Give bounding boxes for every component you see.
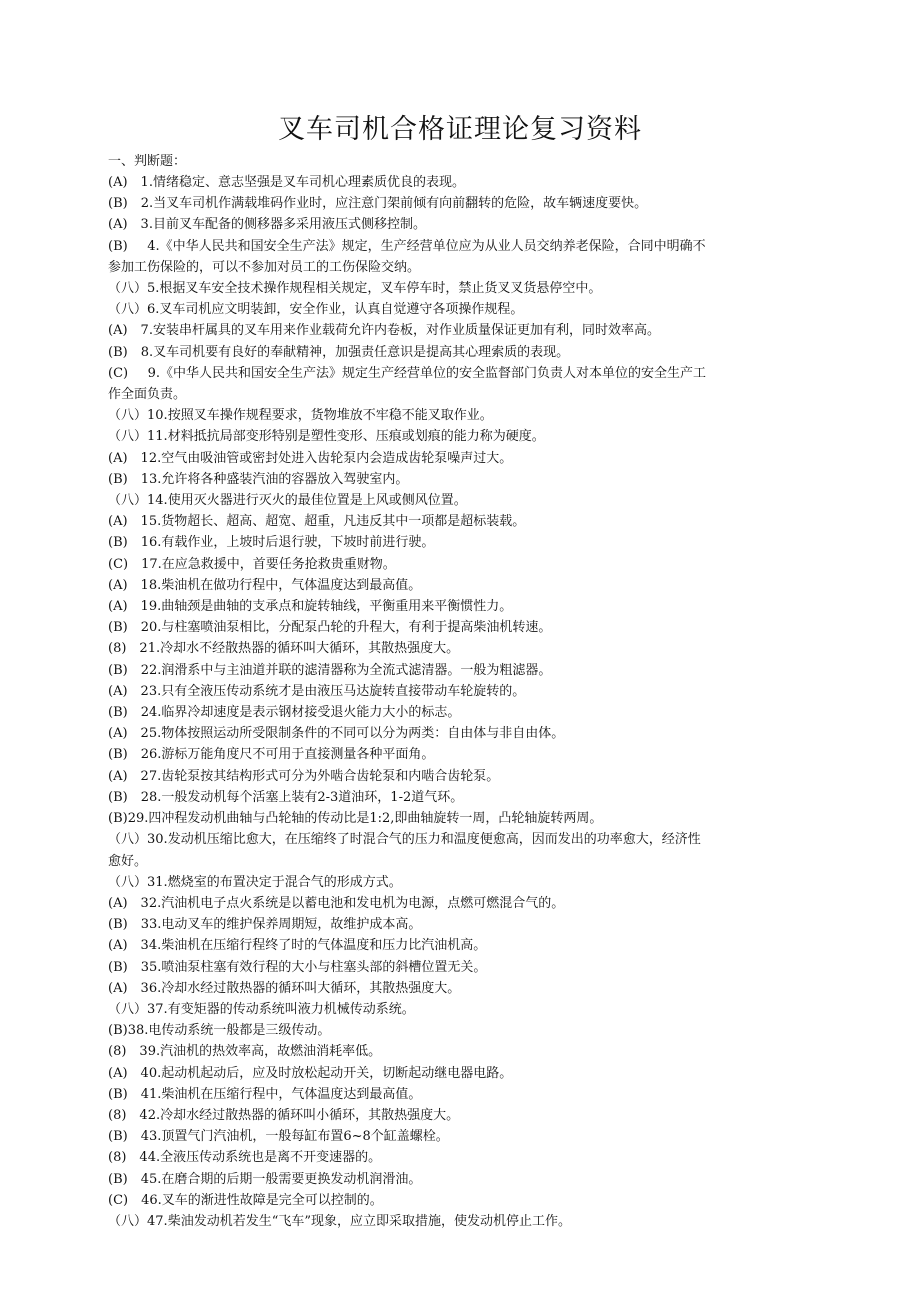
answer-mark: (A) xyxy=(108,726,128,742)
mark-gap xyxy=(128,345,141,360)
mark-gap xyxy=(128,769,141,784)
question-text: 5.根据叉车安全技术操作规程相关规定，叉车停车时，禁止货叉叉货悬停空中。 xyxy=(147,281,602,297)
mark-gap xyxy=(128,1172,141,1187)
question-line xyxy=(108,851,820,872)
answer-mark: (A) xyxy=(108,768,128,784)
answer-mark: (A) xyxy=(108,577,128,593)
answer-mark: (B) xyxy=(108,1086,128,1102)
question-text: 参加工伤保险的，可以不参加对员工的工伤保险交纳。 xyxy=(108,259,421,275)
question-item xyxy=(108,935,820,956)
mark-gap xyxy=(128,896,141,911)
question-item xyxy=(108,681,820,702)
question-line xyxy=(108,214,820,235)
question-line xyxy=(108,172,820,193)
answer-mark: （八） xyxy=(108,832,148,848)
question-line xyxy=(108,575,820,596)
answer-mark: (B) xyxy=(108,747,128,763)
question-text: 46.叉车的渐进性故障是完全可以控制的。 xyxy=(141,1192,383,1208)
answer-mark: （八） xyxy=(108,1213,148,1229)
question-line xyxy=(108,1169,820,1190)
question-line xyxy=(108,808,820,829)
question-text: 22.润滑系中与主油道并联的滤清器称为全流式滤清器。一般为粗滤器。 xyxy=(140,662,552,678)
question-text: 13.允许将各种盛装汽油的容器放入驾驶室内。 xyxy=(140,471,409,487)
question-line xyxy=(108,1126,820,1147)
mark-gap xyxy=(128,747,141,762)
question-line xyxy=(108,405,820,426)
question-line xyxy=(108,681,820,702)
question-item xyxy=(108,1020,820,1041)
question-text: 30.发动机压缩比愈大，在压缩终了时混合气的压力和温度便愈高，因而发出的功率愈大，经济性 xyxy=(147,832,701,848)
question-item xyxy=(108,723,820,744)
question-item xyxy=(108,448,820,469)
answer-mark: (A) xyxy=(108,514,128,530)
mark-gap xyxy=(128,557,141,572)
question-text: 28.一般发动机每个活塞上装有2-3道油环，1-2道气环。 xyxy=(140,789,464,805)
answer-mark: (A) xyxy=(108,938,128,954)
question-line xyxy=(108,787,820,808)
question-line xyxy=(108,384,820,405)
mark-gap xyxy=(128,599,141,614)
answer-mark: (C) xyxy=(108,1192,129,1208)
answer-mark: (C) xyxy=(108,365,129,381)
question-line xyxy=(108,193,820,214)
question-line xyxy=(108,278,820,299)
question-text: 18.柴油机在做功行程中，气体温度达到最高值。 xyxy=(140,577,422,593)
mark-gap xyxy=(128,217,141,232)
question-item xyxy=(108,617,820,638)
question-line xyxy=(108,766,820,787)
mark-gap xyxy=(128,451,141,466)
question-line xyxy=(108,893,820,914)
question-item xyxy=(108,893,820,914)
question-line xyxy=(108,320,820,341)
mark-gap xyxy=(128,960,141,975)
document-title: 叉车司机合格证理论复习资料 xyxy=(278,114,642,145)
question-item xyxy=(108,469,820,490)
question-line xyxy=(108,236,820,257)
mark-gap xyxy=(128,514,141,529)
mark-gap xyxy=(126,1108,139,1123)
answer-mark: (B) xyxy=(108,662,128,678)
question-item xyxy=(108,978,820,999)
question-text: 43.顶置气门汽油机，一般每缸布置6~8个缸盖螺栓。 xyxy=(140,1129,449,1145)
answer-mark: (A) xyxy=(108,599,128,615)
question-text: 33.电动叉车的维护保养周期短，故维护成本高。 xyxy=(140,917,422,933)
question-item xyxy=(108,299,820,320)
question-line xyxy=(108,257,820,278)
mark-gap xyxy=(128,196,141,211)
answer-mark: （八） xyxy=(108,408,148,424)
question-item xyxy=(108,1126,820,1147)
question-item xyxy=(108,278,820,299)
mark-gap xyxy=(128,705,141,720)
question-line xyxy=(108,744,820,765)
question-line xyxy=(108,426,820,447)
question-line xyxy=(108,660,820,681)
question-line xyxy=(108,596,820,617)
answer-mark: (B) xyxy=(108,196,128,212)
answer-mark: (C) xyxy=(108,556,129,572)
answer-mark: (B) xyxy=(108,811,128,827)
mark-gap xyxy=(128,726,141,741)
answer-mark: (B) xyxy=(108,1171,128,1187)
question-line xyxy=(108,363,820,384)
question-line xyxy=(108,1105,820,1126)
question-line xyxy=(108,1190,820,1211)
question-line xyxy=(108,532,820,553)
mark-gap xyxy=(128,323,141,338)
question-item xyxy=(108,575,820,596)
answer-mark: （八） xyxy=(108,874,148,890)
question-item xyxy=(108,660,820,681)
question-line xyxy=(108,935,820,956)
question-item xyxy=(108,320,820,341)
question-text: 31.燃烧室的布置决定于混合气的形成方式。 xyxy=(147,874,402,890)
question-line xyxy=(108,1063,820,1084)
answer-mark: (8) xyxy=(108,1150,127,1166)
question-text: 作全面负责。 xyxy=(108,387,187,403)
question-text: 10.按照叉车操作规程要求，货物堆放不牢稳不能叉取作业。 xyxy=(147,408,493,424)
answer-mark: (B) xyxy=(108,705,128,721)
answer-mark: （八） xyxy=(108,302,148,318)
question-item xyxy=(108,1147,820,1168)
answer-mark: (8) xyxy=(108,641,127,657)
question-item xyxy=(108,914,820,935)
answer-mark: (A) xyxy=(108,1065,128,1081)
mark-gap xyxy=(128,472,141,487)
question-line xyxy=(108,1020,820,1041)
answer-mark: (A) xyxy=(108,683,128,699)
answer-mark: (B) xyxy=(108,471,128,487)
question-text: 19.曲轴颈是曲轴的支承点和旋转轴线，平衡重用来平衡惯性力。 xyxy=(140,599,513,615)
question-item xyxy=(108,596,820,617)
mark-gap xyxy=(128,239,148,254)
question-item xyxy=(108,787,820,808)
answer-mark: （八） xyxy=(108,493,148,509)
mark-gap xyxy=(128,578,141,593)
question-item xyxy=(108,532,820,553)
question-text: 47.柴油发动机若发生“飞车”现象，应立即采取措施，使发动机停止工作。 xyxy=(147,1213,571,1229)
question-line xyxy=(108,342,820,363)
question-text: 12.空气由吸油管或密封处进入齿轮泵内会造成齿轮泵噪声过大。 xyxy=(140,450,513,466)
section-heading: 一、判断题： xyxy=(108,154,187,169)
mark-gap xyxy=(128,620,141,635)
question-text: 27.齿轮泵按其结构形式可分为外啮合齿轮泵和内啮合齿轮泵。 xyxy=(140,768,500,784)
question-item xyxy=(108,490,820,511)
answer-mark: (B) xyxy=(108,620,128,636)
question-line xyxy=(108,554,820,575)
answer-mark: (B) xyxy=(108,959,128,975)
answer-mark: (8) xyxy=(108,1044,127,1060)
mark-gap xyxy=(128,535,141,550)
question-text: 15.货物超长、超高、超宽、超重，凡违反其中一项都是超标装载。 xyxy=(140,514,526,530)
mark-gap xyxy=(128,981,141,996)
mark-gap xyxy=(126,1044,139,1059)
question-text: 6.叉车司机应文明装卸，安全作业，认真自觉遵守各项操作规程。 xyxy=(147,302,524,318)
question-line xyxy=(108,1084,820,1105)
mark-gap xyxy=(126,1150,139,1165)
question-text: 25.物体按照运动所受限制条件的不同可以分为两类：自由体与非自由体。 xyxy=(140,726,565,742)
question-item xyxy=(108,744,820,765)
question-text: 23.只有全液压传动系统才是由液压马达旋转直接带动车轮旋转的。 xyxy=(140,683,526,699)
answer-mark: (B) xyxy=(108,917,128,933)
question-item xyxy=(108,808,820,829)
question-line xyxy=(108,469,820,490)
question-item xyxy=(108,554,820,575)
question-text: 3.目前叉车配备的侧移器多采用液压式侧移控制。 xyxy=(140,217,426,233)
question-item xyxy=(108,766,820,787)
question-item xyxy=(108,193,820,214)
question-line xyxy=(108,490,820,511)
answer-mark: (A) xyxy=(108,895,128,911)
question-item xyxy=(108,426,820,447)
answer-mark: (B) xyxy=(108,789,128,805)
question-text: 11.材料抵抗局部变形特别是塑性变形、压痕或划痕的能力称为硬度。 xyxy=(147,429,545,445)
question-text: 1.情绪稳定、意志坚强是叉车司机心理素质优良的表现。 xyxy=(140,175,465,190)
question-line xyxy=(108,914,820,935)
mark-gap xyxy=(128,684,141,699)
question-item xyxy=(108,872,820,893)
answer-mark: (B) xyxy=(108,344,128,360)
question-text: 35.喷油泵柱塞有效行程的大小与柱塞头部的斜槽位置无关。 xyxy=(140,959,487,975)
question-item xyxy=(108,363,820,405)
question-text: 4.《中华人民共和国安全生产法》规定，生产经营单位应为从业人员交纳养老保险，合同中明确不 xyxy=(147,238,706,254)
question-line xyxy=(108,978,820,999)
question-text: 36.冷却水经过散热器的循环叫大循环，其散热强度大。 xyxy=(140,980,461,996)
question-item xyxy=(108,172,820,193)
question-line xyxy=(108,1041,820,1062)
answer-mark: (A) xyxy=(108,323,128,339)
question-list xyxy=(108,172,820,1232)
question-text: 9.《中华人民共和国安全生产法》规定生产经营单位的安全监督部门负责人对本单位的安全生产工 xyxy=(147,365,706,381)
question-text: 24.临界冷却速度是表示钢材接受退火能力大小的标志。 xyxy=(140,705,461,721)
question-text: 45.在磨合期的后期一般需要更换发动机润滑油。 xyxy=(140,1171,422,1187)
mark-gap xyxy=(128,1193,141,1208)
answer-mark: （八） xyxy=(108,1001,148,1017)
question-line xyxy=(108,957,820,978)
question-text: 17.在应急救援中，首要任务抢救贵重财物。 xyxy=(141,556,396,572)
question-item xyxy=(108,1084,820,1105)
question-text: 14.使用灭火器进行灭火的最佳位置是上风或侧风位置。 xyxy=(147,493,467,509)
question-item xyxy=(108,638,820,659)
question-text: 34.柴油机在压缩行程终了时的气体温度和压力比汽油机高。 xyxy=(140,938,487,954)
question-item xyxy=(108,1041,820,1062)
question-line xyxy=(108,872,820,893)
answer-mark: (A) xyxy=(108,175,128,190)
answer-mark: (A) xyxy=(108,980,128,996)
question-line xyxy=(108,1147,820,1168)
question-item xyxy=(108,405,820,426)
question-line xyxy=(108,1211,820,1232)
question-item xyxy=(108,1211,820,1232)
question-text: 29.四冲程发动机曲轴与凸轮轴的传动比是1:2,即曲轴旋转一周，凸轮轴旋转两周。 xyxy=(127,811,603,827)
question-line xyxy=(108,448,820,469)
question-text: 42.冷却水经过散热器的循环叫小循环，其散热强度大。 xyxy=(139,1107,460,1123)
question-line xyxy=(108,617,820,638)
question-item xyxy=(108,1063,820,1084)
question-line xyxy=(108,723,820,744)
question-text: 愈好。 xyxy=(108,853,148,869)
question-line xyxy=(108,829,820,850)
answer-mark: （八） xyxy=(108,429,148,445)
question-item xyxy=(108,214,820,235)
question-line xyxy=(108,702,820,723)
answer-mark: (B) xyxy=(108,1023,128,1039)
mark-gap xyxy=(128,790,141,805)
mark-gap xyxy=(128,1087,141,1102)
question-text: 7.安装串杆属具的叉车用来作业载荷允许内卷板，对作业质量保证更加有利，同时效率高。 xyxy=(140,323,660,339)
question-text: 20.与柱塞喷油泵相比，分配泵凸轮的升程大，有利于提高柴油机转速。 xyxy=(140,620,552,636)
answer-mark: （八） xyxy=(108,281,148,297)
question-text: 44.全液压传动系统也是离不开变速器的。 xyxy=(139,1150,382,1166)
question-item xyxy=(108,957,820,978)
question-text: 8.叉车司机要有良好的奉献精神，加强责任意识是提高其心理索质的表现。 xyxy=(140,344,570,360)
mark-gap xyxy=(128,1066,141,1081)
question-item xyxy=(108,1169,820,1190)
question-item xyxy=(108,342,820,363)
question-text: 40.起动机起动后，应及时放松起动开关，切断起动继电器电路。 xyxy=(140,1065,513,1081)
question-text: 37.有变矩器的传动系统叫液力机械传动系统。 xyxy=(147,1001,415,1017)
question-text: 16.有载作业，上坡时后退行驶，下坡时前进行驶。 xyxy=(140,535,435,551)
question-item xyxy=(108,1105,820,1126)
question-text: 21.冷却水不经散热器的循环叫大循环，其散热强度大。 xyxy=(139,641,460,657)
answer-mark: (B) xyxy=(108,535,128,551)
question-text: 41.柴油机在压缩行程中，气体温度达到最高值。 xyxy=(140,1086,422,1102)
question-text: 2.当叉车司机作满载堆码作业时，应注意门架前倾有向前翻转的危险，故车辆速度要快。 xyxy=(140,196,648,212)
mark-gap xyxy=(128,663,141,678)
answer-mark: (B) xyxy=(108,1129,128,1145)
mark-gap xyxy=(126,641,139,656)
mark-gap xyxy=(128,938,141,953)
answer-mark: (A) xyxy=(108,217,128,233)
question-item xyxy=(108,1190,820,1211)
mark-gap xyxy=(128,1129,141,1144)
question-text: 32.汽油机电子点火系统是以蓄电池和发电机为电源，点燃可燃混合气的。 xyxy=(140,895,565,911)
question-text: 38.电传动系统一般都是三级传动。 xyxy=(127,1023,331,1039)
question-line xyxy=(108,638,820,659)
question-item xyxy=(108,236,820,278)
mark-gap xyxy=(128,366,148,381)
question-item xyxy=(108,511,820,532)
question-item xyxy=(108,829,820,871)
question-line xyxy=(108,299,820,320)
question-item xyxy=(108,999,820,1020)
question-item xyxy=(108,702,820,723)
question-line xyxy=(108,999,820,1020)
question-line xyxy=(108,511,820,532)
answer-mark: (B) xyxy=(108,238,128,254)
mark-gap xyxy=(128,175,141,190)
answer-mark: (8) xyxy=(108,1107,127,1123)
answer-mark: (A) xyxy=(108,450,128,466)
question-text: 26.游标万能角度尺不可用于直接测量各种平面角。 xyxy=(140,747,435,763)
question-text: 39.汽油机的热效率高，故燃油消耗率低。 xyxy=(139,1044,382,1060)
mark-gap xyxy=(128,917,141,932)
